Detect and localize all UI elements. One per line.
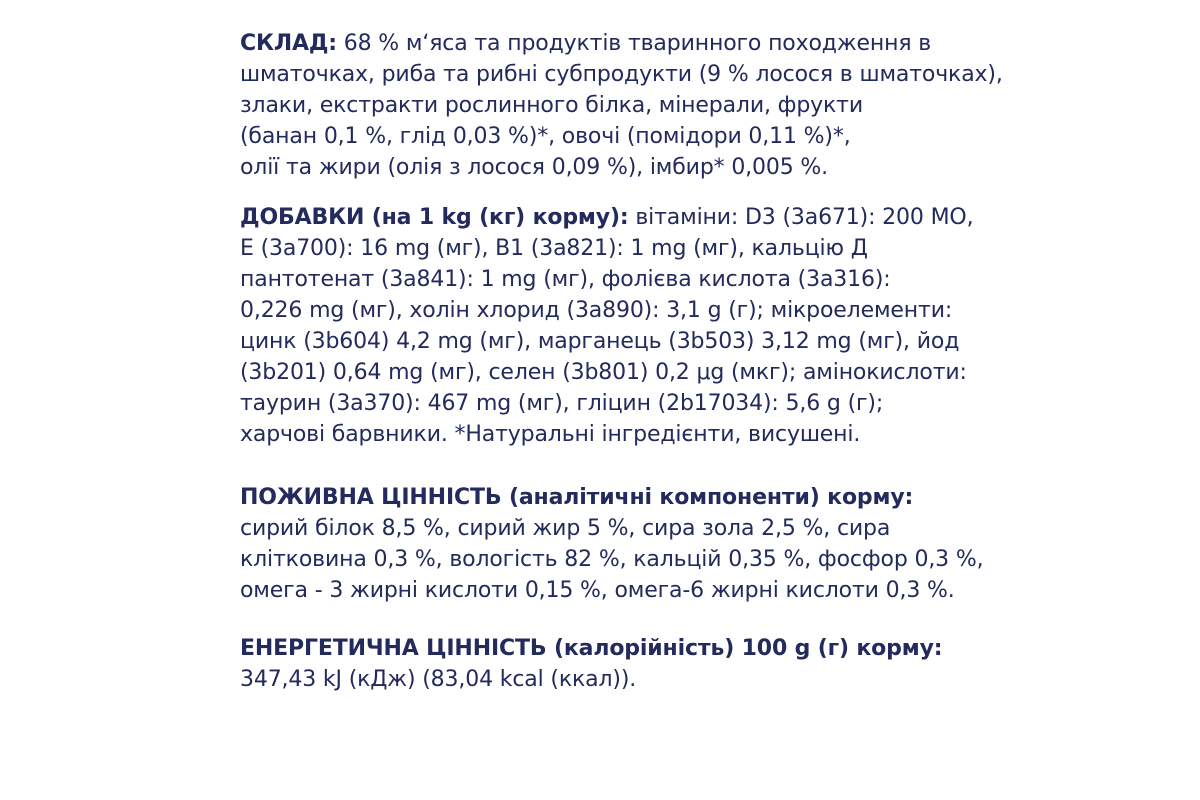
additives-line-8: харчові барвники. *Натуральні інгредієнти, висушені. <box>240 422 861 447</box>
composition-text: 68 % м‘яса та продуктів тваринного походження в <box>336 31 932 56</box>
additives-line-4: 0,226 mg (мг), холін хлорид (3a890): 3,1 g (г); мікроелементи: <box>240 298 953 323</box>
additives-text: вітаміни: D3 (3a671): 200 МО, <box>628 205 974 230</box>
composition-line-1 <box>240 28 1190 59</box>
composition-heading: СКЛАД: <box>240 31 337 56</box>
additives-line-2: E (3a700): 16 mg (мг), B1 (3a821): 1 mg (мг), кальцію Д <box>240 236 868 261</box>
composition-line-3: злаки, екстракти рослинного білка, мінерали, фрукти <box>240 93 863 118</box>
nutritional-value-line-1: сирий білок 8,5 %, сирий жир 5 %, сира зола 2,5 %, сира <box>240 516 891 541</box>
additives-line-6: (3b201) 0,64 mg (мг), селен (3b801) 0,2 μg (мкг); амінокислоти: <box>240 360 967 385</box>
additives-line-1 <box>240 202 1190 233</box>
additives-section <box>240 202 1190 450</box>
composition-line-4: (банан 0,1 %, глід 0,03 %)*, овочі (помідори 0,11 %)*, <box>240 124 851 149</box>
additives-heading: ДОБАВКИ (на 1 kg (кг) корму): <box>240 205 629 230</box>
energy-value-section <box>240 633 1190 695</box>
composition-line-2: шматочках, риба та рибні субпродукти (9 % лосося в шматочках), <box>240 62 1003 87</box>
additives-line-7: таурин (3a370): 467 mg (мг), гліцин (2b17034): 5,6 g (г); <box>240 391 884 416</box>
nutritional-value-heading: ПОЖИВНА ЦІННІСТЬ (аналітичні компоненти) корму: <box>240 485 914 510</box>
nutritional-value-line-3: омега - 3 жирні кислоти 0,15 %, омега-6 жирні кислоти 0,3 %. <box>240 578 955 603</box>
nutritional-value-line-2: клітковина 0,3 %, вологість 82 %, кальцій 0,35 %, фосфор 0,3 %, <box>240 547 984 572</box>
energy-value-line-1: 347,43 kJ (кДж) (83,04 kcal (ккал)). <box>240 667 637 692</box>
additives-line-5: цинк (3b604) 4,2 mg (мг), марганець (3b503) 3,12 mg (мг), йод <box>240 329 960 354</box>
additives-line-3: пантотенат (3a841): 1 mg (мг), фолієва кислота (3a316): <box>240 267 891 292</box>
composition-section <box>240 28 1190 183</box>
energy-value-heading: ЕНЕРГЕТИЧНА ЦІННІСТЬ (калорійність) 100 g (г) корму: <box>240 636 943 661</box>
composition-line-5: олії та жири (олія з лосося 0,09 %), імбир* 0,005 %. <box>240 155 828 180</box>
nutritional-value-section <box>240 482 1190 606</box>
